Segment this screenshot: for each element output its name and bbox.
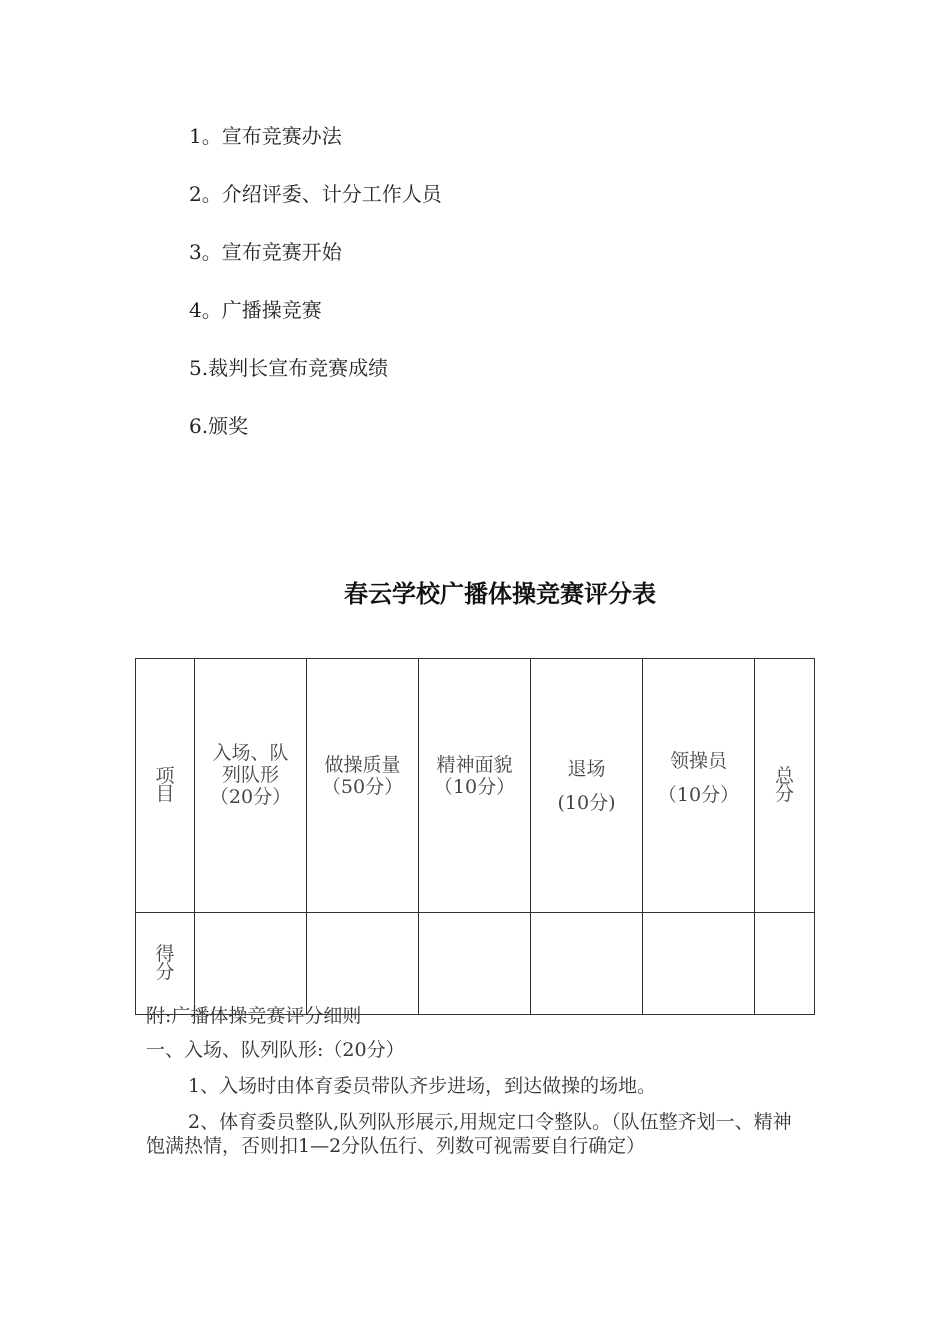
header-name: 领操员 — [669, 749, 727, 772]
header-points: （50分） — [321, 775, 404, 798]
header-points: （20分） — [209, 785, 292, 808]
header-name: 做操质量 — [324, 753, 401, 776]
agenda-item: 1。宣布竞赛办法 — [189, 124, 342, 148]
rule-item: 1、入场时由体育委员带队齐步进场，到达做操的场地。 — [188, 1075, 657, 1097]
header-cell — [419, 659, 531, 913]
score-table — [135, 658, 815, 1015]
agenda-item: 2。介绍评委、计分工作人员 — [189, 182, 442, 206]
score-cell — [755, 913, 815, 1015]
header-points: (10分) — [557, 791, 616, 814]
header-points: （10分） — [433, 775, 516, 798]
row-label-cell — [136, 659, 195, 913]
header-name: 入场、队列队形 — [212, 741, 289, 786]
header-cell — [643, 659, 755, 913]
header-cell — [307, 659, 419, 913]
score-label: 得分 — [155, 942, 175, 983]
score-cell — [307, 913, 419, 1015]
header-cell — [195, 659, 307, 913]
agenda-list — [189, 122, 442, 470]
agenda-item: 6.颁奖 — [189, 414, 249, 438]
header-cell — [531, 659, 643, 913]
score-label-cell — [136, 913, 195, 1015]
score-table-title: 春云学校广播体操竞赛评分表 — [344, 579, 656, 608]
table-score-row — [136, 913, 815, 1015]
agenda-item: 5.裁判长宣布竞赛成绩 — [189, 356, 389, 380]
score-cell — [643, 913, 755, 1015]
header-points: （10分） — [657, 783, 740, 806]
agenda-item: 3。宣布竞赛开始 — [189, 240, 342, 264]
header-name: 精神面貌 — [436, 753, 513, 776]
total-label-cell — [755, 659, 815, 913]
table-header-row — [136, 659, 815, 913]
score-cell — [195, 913, 307, 1015]
section-heading: 一、入场、队列队形:（20分） — [146, 1039, 405, 1061]
agenda-item: 4。广播操竞赛 — [189, 298, 322, 322]
rule-item: 2、体育委员整队,队列队形展示,用规定口令整队。（队伍整齐划一、精神饱满热情，否则扣1—2分队伍行、列数可视需要自行确定） — [146, 1111, 792, 1157]
total-label: 总分 — [774, 764, 794, 805]
row-label: 项目 — [155, 764, 175, 805]
score-cell — [531, 913, 643, 1015]
header-name: 退场 — [567, 757, 606, 780]
notes-heading: 附:广播体操竞赛评分细则 — [146, 1005, 362, 1027]
score-cell — [419, 913, 531, 1015]
scoring-notes — [146, 1004, 808, 1158]
